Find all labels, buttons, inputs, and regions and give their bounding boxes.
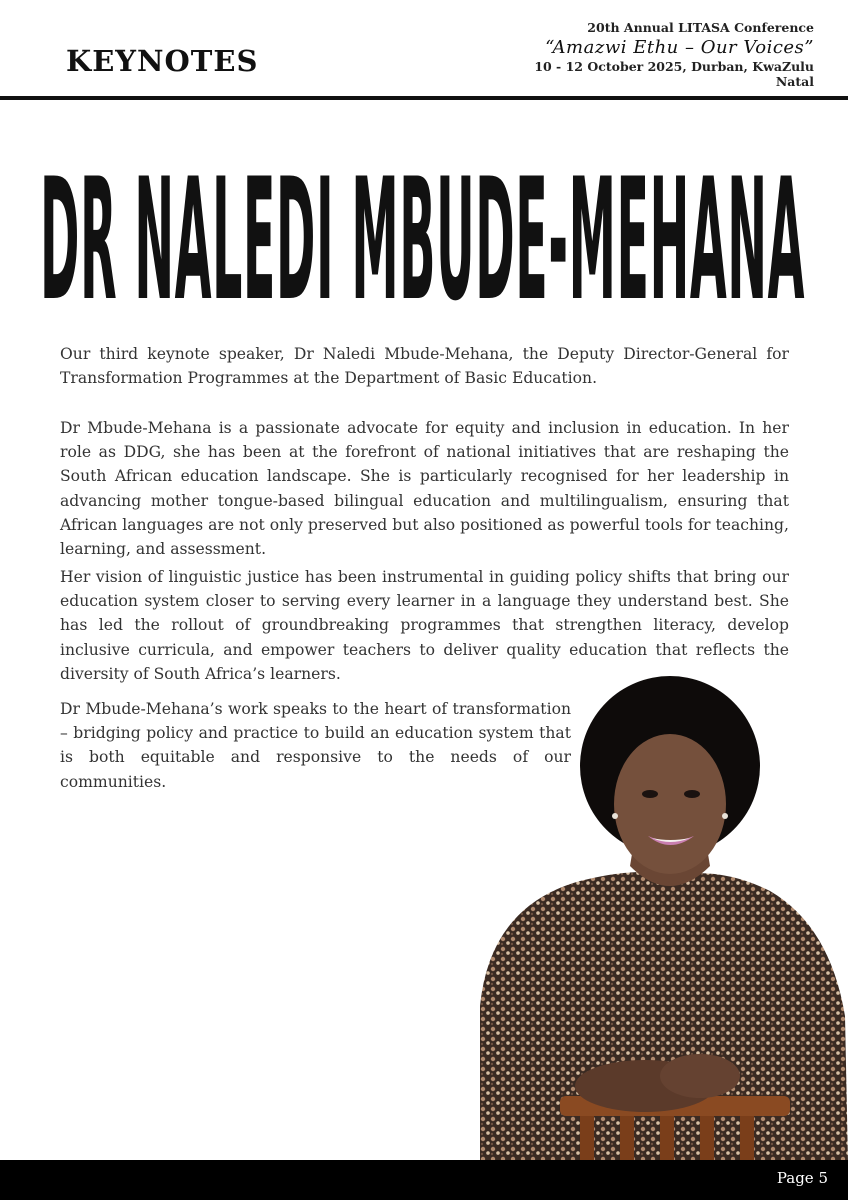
speaker-photo [470, 676, 848, 1162]
section-title: KEYNOTES [66, 44, 259, 78]
speaker-name-svg [40, 148, 810, 318]
speaker-name-text: DR NALEDI MBUDE-MEHANA [40, 148, 805, 318]
header-divider [0, 96, 848, 100]
page-header [0, 0, 848, 100]
speaker-name-heading [40, 148, 810, 318]
conference-name: 20th Annual LITASA Conference [587, 20, 814, 35]
page-number: Page 5 [776, 1169, 828, 1187]
page-footer [0, 1160, 848, 1200]
conference-tagline: “Amazwi Ethu – Our Voices” [545, 37, 814, 58]
transformation-paragraph: Dr Mbude-Mehana’s work speaks to the heart of transformation – bridging policy and practice to build an education system that is both equitable and responsive to the needs of our communities. [60, 700, 571, 791]
advocacy-paragraph: Dr Mbude-Mehana is a passionate advocate for equity and inclusion in education. In her role as DDG, she has been at the forefront of national initiatives that are reshaping the South African education landscape. She is particularly recognised for her leadership in advancing mother tongue-based bilingual education and multilingualism, ensuring that African languages are not only preserved but also positioned as powerful tools for teaching, learning, and assessment. [60, 419, 789, 559]
conference-info [514, 20, 814, 89]
speaker-portrait-illustration [470, 676, 848, 1162]
intro-paragraph: Our third keynote speaker, Dr Naledi Mbude-Mehana, the Deputy Director-General for Transformation Programmes at the Department of Basic Education. [60, 345, 789, 388]
conference-dates-location: 10 - 12 October 2025, Durban, KwaZulu Natal [534, 59, 814, 89]
vision-paragraph: Her vision of linguistic justice has been instrumental in guiding policy shifts that bring our education system closer to serving every learner in a language they understand best. She has led the rollout of groundbreaking programmes that strengthen literacy, develop inclusive curricula, and empower teachers to deliver quality education that reflects the diversity of South Africa’s learners. [60, 568, 789, 683]
